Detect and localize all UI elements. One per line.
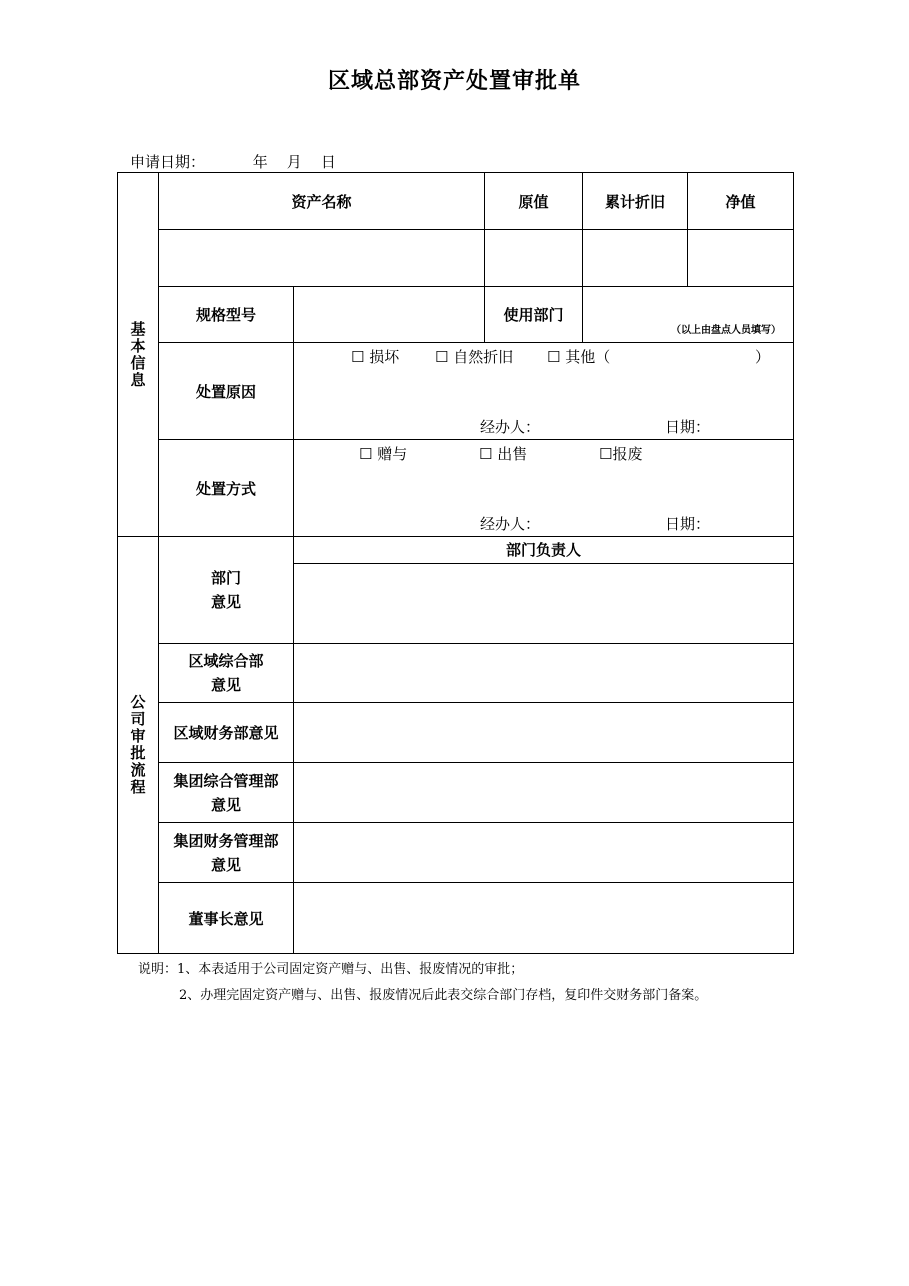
option-sale[interactable]: ☐ 出售 [479, 445, 528, 463]
method-date-label: 日期： [665, 515, 711, 533]
note-line-2: 2、办理完固定资产赠与、出售、报废情况后此表交综合部门存档，复印件交财务部门备案。 [179, 988, 708, 1003]
page-title: 区域总部资产处置审批单 [327, 69, 581, 94]
disposal-method-field [294, 440, 794, 537]
option-other[interactable]: ☐ 其他（ [547, 348, 611, 366]
section-basic-info [118, 173, 159, 537]
group-general-opinion-field[interactable] [294, 763, 794, 823]
chairman-opinion-field[interactable] [294, 883, 794, 954]
dept-opinion-label: 部门 意见 [159, 537, 294, 644]
dept-opinion-field [294, 537, 794, 644]
option-gift[interactable]: ☐ 赠与 [359, 445, 408, 463]
option-natural-depreciation[interactable]: ☐ 自然折旧 [435, 348, 514, 366]
apply-date-row [130, 151, 336, 172]
disposal-reason-field [294, 343, 794, 440]
group-finance-opinion-label: 集团财务管理部 意见 [159, 823, 294, 883]
apply-date-year: 年 [252, 153, 268, 171]
regional-general-opinion-field[interactable] [294, 644, 794, 703]
reason-handler-label: 经办人： [480, 418, 541, 436]
note-line-1: 说明：1、本表适用于公司固定资产赠与、出售、报废情况的审批； [138, 962, 524, 977]
section-basic-info-label: 基 本 信 息 [130, 319, 146, 389]
original-value-field[interactable] [485, 230, 583, 287]
group-general-opinion-label: 集团综合管理部 意见 [159, 763, 294, 823]
reason-date-label: 日期： [665, 418, 711, 436]
using-department-label: 使用部门 [485, 287, 583, 343]
header-original-value: 原值 [485, 173, 583, 230]
using-department-field[interactable] [583, 287, 794, 343]
approval-form-table [117, 172, 794, 954]
apply-date-month: 月 [286, 153, 302, 171]
regional-finance-opinion-label: 区域财务部意见 [159, 703, 294, 763]
asset-name-field[interactable] [159, 230, 485, 287]
spec-model-label: 规格型号 [159, 287, 294, 343]
header-net-value: 净值 [688, 173, 794, 230]
option-damaged[interactable]: ☐ 损坏 [351, 348, 400, 366]
regional-general-opinion-label: 区域综合部 意见 [159, 644, 294, 703]
disposal-method-label: 处置方式 [159, 440, 294, 537]
dept-head-header: 部门负责人 [294, 537, 793, 564]
spec-model-field[interactable] [294, 287, 485, 343]
apply-date-label: 申请日期： [130, 153, 206, 171]
regional-finance-opinion-field[interactable] [294, 703, 794, 763]
chairman-opinion-label: 董事长意见 [159, 883, 294, 954]
disposal-reason-label: 处置原因 [159, 343, 294, 440]
method-handler-label: 经办人： [480, 515, 541, 533]
section-approval-flow-label: 公 司 审 批 流 程 [130, 693, 146, 796]
net-value-field[interactable] [688, 230, 794, 287]
group-finance-opinion-field[interactable] [294, 823, 794, 883]
header-asset-name: 资产名称 [159, 173, 485, 230]
option-scrap[interactable]: ☐报废 [599, 445, 643, 463]
apply-date-day: 日 [320, 153, 336, 171]
inventory-note: （以上由盘点人员填写） [671, 325, 782, 336]
header-accumulated-depreciation: 累计折旧 [583, 173, 688, 230]
accumulated-depreciation-field[interactable] [583, 230, 688, 287]
option-other-close: ） [755, 348, 771, 366]
section-approval-flow [118, 537, 159, 954]
